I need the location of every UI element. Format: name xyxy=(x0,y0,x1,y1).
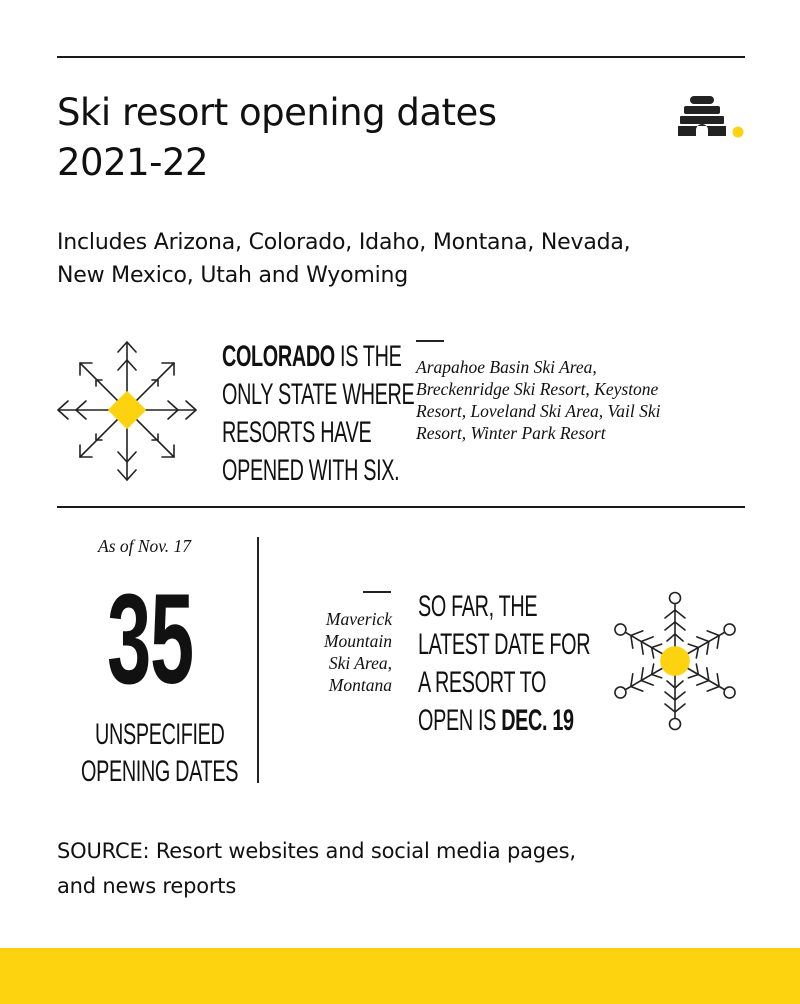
latest-statement-line-2: LATEST DATE FOR xyxy=(418,628,591,661)
latest-resort-line-4: Montana xyxy=(328,675,392,695)
unspecified-label-line-2: OPENING DATES xyxy=(81,755,239,788)
colorado-resorts-line-2: Breckenridge Ski Resort, Keystone xyxy=(416,379,659,399)
colorado-resorts-line-3: Resort, Loveland Ski Area, Vail Ski xyxy=(416,401,661,421)
as-of-date: As of Nov. 17 xyxy=(98,536,192,556)
subtitle-line-2: New Mexico, Utah and Wyoming xyxy=(57,263,409,288)
colorado-statement-line-4: OPENED WITH SIX. xyxy=(222,454,400,487)
latest-resort-line-1: Maverick xyxy=(325,609,392,629)
top-divider xyxy=(57,56,745,58)
colorado-resorts-list xyxy=(416,356,736,444)
latest-statement-line-3: A RESORT TO xyxy=(418,666,547,699)
unspecified-count: 35 xyxy=(107,568,193,711)
unspecified-label-line-1: UNSPECIFIED xyxy=(95,718,225,751)
subtitle xyxy=(57,226,717,292)
title-line-1: Ski resort opening dates xyxy=(57,91,497,134)
colorado-state-name: COLORADO xyxy=(222,340,335,373)
latest-resort xyxy=(292,608,392,696)
colorado-statement-line-2: ONLY STATE WHERE xyxy=(222,378,415,411)
page-title xyxy=(57,88,497,188)
subtitle-line-1: Includes Arizona, Colorado, Idaho, Montana, Nevada, xyxy=(57,230,631,255)
beehive-icon xyxy=(677,94,747,140)
latest-resort-line-2: Mountain xyxy=(323,631,392,651)
latest-resort-marker-rule xyxy=(363,591,391,593)
latest-resort-line-3: Ski Area, xyxy=(328,653,392,673)
footer-accent-bar xyxy=(0,948,800,1004)
colorado-statement-line-1-rest: IS THE xyxy=(334,340,402,373)
latest-statement-line-1: SO FAR, THE xyxy=(418,590,538,623)
source-line-2: and news reports xyxy=(57,874,237,898)
latest-statement-line-4 xyxy=(418,702,590,740)
colorado-resorts-line-1: Arapahoe Basin Ski Area, xyxy=(416,357,597,377)
source-line-1: SOURCE: Resort websites and social media pages, xyxy=(57,839,576,863)
colorado-statement-line-3: RESORTS HAVE xyxy=(222,416,372,449)
unspecified-count-wrap xyxy=(60,568,240,711)
vertical-divider xyxy=(257,537,259,783)
snowflake-icon xyxy=(604,590,746,732)
middle-divider xyxy=(57,506,745,508)
unspecified-label xyxy=(81,716,319,790)
latest-opening-date: DEC. 19 xyxy=(501,704,574,737)
title-line-2: 2021-22 xyxy=(57,141,209,184)
source-note xyxy=(57,834,657,904)
colorado-statement-line-1 xyxy=(222,338,414,376)
colorado-resorts-line-4: Resort, Winter Park Resort xyxy=(416,423,606,443)
resorts-marker-rule xyxy=(416,340,444,342)
latest-statement-line-4-prefix: OPEN IS xyxy=(418,704,502,737)
snowflake-arrows-icon xyxy=(56,340,198,482)
